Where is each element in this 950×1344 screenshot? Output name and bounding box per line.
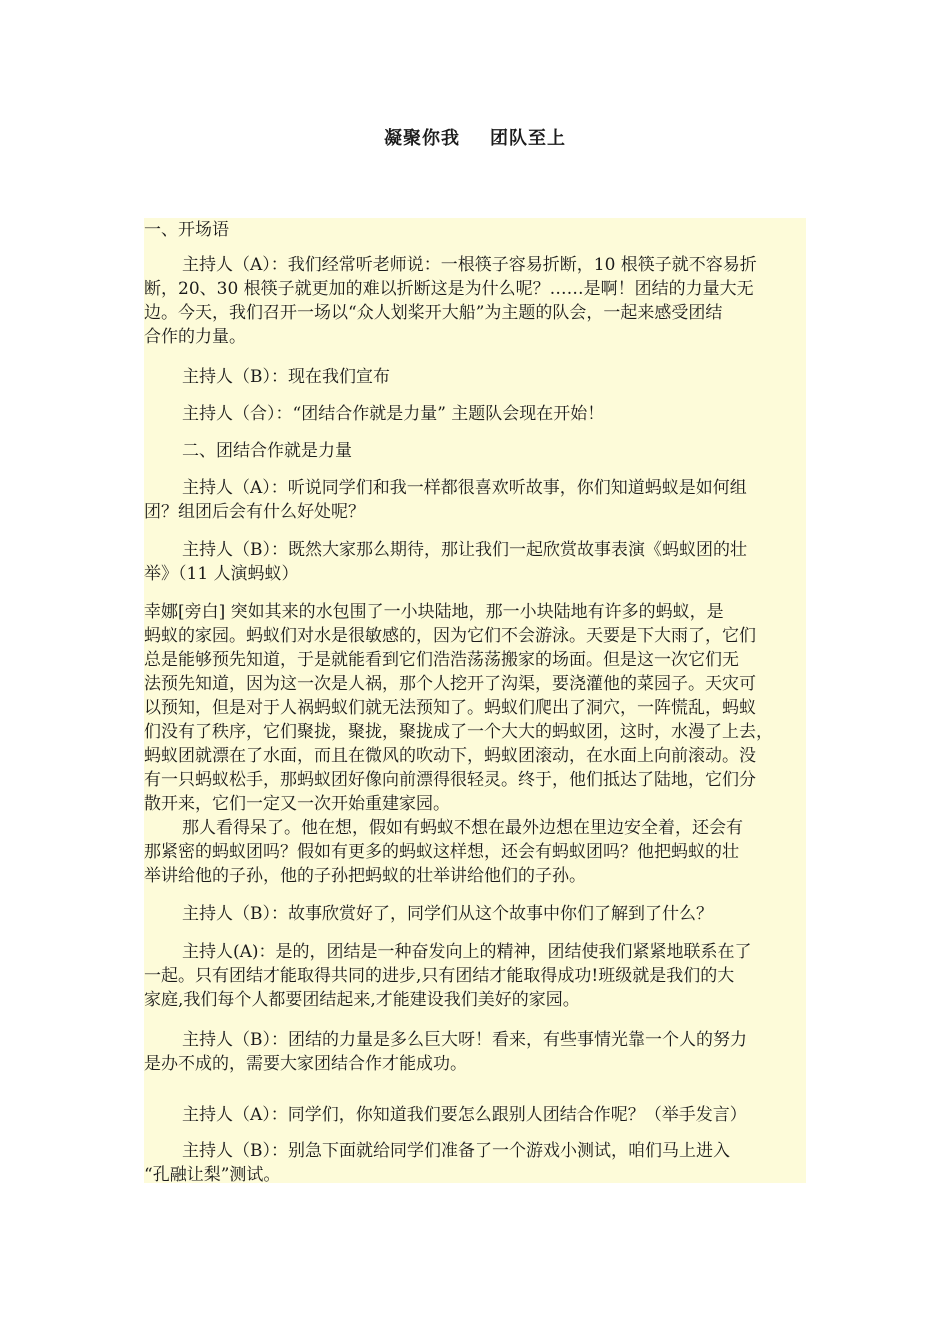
paragraph-line: 主持人（B）：故事欣赏好了，同学们从这个故事中你们了解到了什么？ bbox=[182, 904, 713, 924]
paragraph-line: 以预知，但是对于人祸蚂蚁们就无法预知了。蚂蚁们爬出了洞穴，一阵慌乱，蚂蚁 bbox=[144, 698, 756, 718]
paragraph bbox=[144, 816, 806, 888]
paragraph-line: 主持人（B）：别急下面就给同学们准备了一个游戏小测试，咱们马上进入 bbox=[182, 1141, 730, 1161]
paragraph-line: 总是能够预先知道，于是就能看到它们浩浩荡荡搬家的场面。但是这一次它们无 bbox=[144, 650, 739, 670]
paragraph-line: 合作的力量。 bbox=[144, 327, 246, 347]
paragraph-line: 是办不成的，需要大家团结合作才能成功。 bbox=[144, 1054, 467, 1074]
document-title bbox=[0, 124, 950, 150]
paragraph-line: 主持人（A）：听说同学们和我一样都很喜欢听故事，你们知道蚂蚁是如何组 bbox=[182, 478, 747, 498]
paragraph-line: “孔融让梨”测试。 bbox=[144, 1165, 281, 1185]
paragraph bbox=[144, 1139, 806, 1187]
paragraph bbox=[144, 600, 806, 816]
paragraph-line: 一起。只有团结才能取得共同的进步,只有团结才能取得成功!班级就是我们的大 bbox=[144, 966, 735, 986]
paragraph-line: 主持人（A）：我们经常听老师说：一根筷子容易折断，10 根筷子就不容易折 bbox=[182, 255, 757, 275]
paragraph-line: 团？组团后会有什么好处呢？ bbox=[144, 502, 365, 522]
paragraph bbox=[144, 253, 806, 349]
paragraph-line: 举讲给他的子孙，他的子孙把蚂蚁的壮举讲给他们的子孙。 bbox=[144, 866, 586, 886]
paragraph-line: 主持人（B）：团结的力量是多么巨大呀！看来，有些事情光靠一个人的努力 bbox=[182, 1030, 747, 1050]
paragraph-line: 那紧密的蚂蚁团吗？假如有更多的蚂蚁这样想，还会有蚂蚁团吗？他把蚂蚁的壮 bbox=[144, 842, 739, 862]
paragraph-line: 们没有了秩序，它们聚拢，聚拢，聚拢成了一个大大的蚂蚁团，这时，水漫了上去， bbox=[144, 722, 773, 742]
paragraph-line: 边。今天，我们召开一场以“众人划桨开大船”为主题的队会，一起来感受团结 bbox=[144, 303, 723, 323]
paragraph bbox=[144, 402, 806, 426]
paragraph-line: 一、开场语 bbox=[144, 220, 229, 240]
paragraph-line: 主持人（A）：同学们，你知道我们要怎么跟别人团结合作呢？（举手发言） bbox=[182, 1105, 747, 1125]
paragraph bbox=[144, 902, 806, 926]
title-right: 团队至上 bbox=[490, 128, 566, 149]
title-left: 凝聚你我 bbox=[384, 128, 460, 149]
paragraph bbox=[144, 538, 806, 586]
paragraph bbox=[144, 476, 806, 524]
paragraph-line: 主持人(A)：是的，团结是一种奋发向上的精神，团结使我们紧紧地联系在了 bbox=[182, 942, 752, 962]
paragraph-line: 举》（11 人演蚂蚁） bbox=[144, 564, 299, 584]
paragraph-line: 主持人（B）：现在我们宣布 bbox=[182, 367, 390, 387]
paragraph-line: 断，20、30 根筷子就更加的难以折断这是为什么呢？……是啊！团结的力量大无 bbox=[144, 279, 754, 299]
paragraph bbox=[144, 1103, 806, 1127]
paragraph-line: 蚂蚁的家园。蚂蚁们对水是很敏感的，因为它们不会游泳。天要是下大雨了，它们 bbox=[144, 626, 756, 646]
paragraph-line: 那人看得呆了。他在想，假如有蚂蚁不想在最外边想在里边安全着，还会有 bbox=[182, 818, 743, 838]
paragraph-line: 法预先知道，因为这一次是人祸，那个人挖开了沟渠，要浇灌他的菜园子。天灾可 bbox=[144, 674, 756, 694]
paragraph-line: 家庭,我们每个人都要团结起来,才能建设我们美好的家园。 bbox=[144, 990, 580, 1010]
paragraph-line: 主持人（合）：“团结合作就是力量” 主题队会现在开始！ bbox=[182, 404, 605, 424]
paragraph bbox=[144, 439, 806, 463]
paragraph bbox=[144, 1028, 806, 1076]
paragraph-line: 散开来，它们一定又一次开始重建家园。 bbox=[144, 794, 450, 814]
paragraph bbox=[144, 218, 806, 242]
content-box bbox=[144, 218, 806, 1183]
paragraph-line: 幸娜[旁白] 突如其来的水包围了一小块陆地，那一小块陆地有许多的蚂蚁，是 bbox=[144, 602, 724, 622]
paragraph-line: 蚂蚁团就漂在了水面，而且在微风的吹动下，蚂蚁团滚动，在水面上向前滚动。没 bbox=[144, 746, 756, 766]
paragraph-line: 二、团结合作就是力量 bbox=[182, 441, 352, 461]
paragraph-line: 主持人（B）：既然大家那么期待，那让我们一起欣赏故事表演《蚂蚁团的壮 bbox=[182, 540, 747, 560]
paragraph-line: 有一只蚂蚁松手，那蚂蚁团好像向前漂得很轻灵。终于，他们抵达了陆地，它们分 bbox=[144, 770, 756, 790]
paragraph bbox=[144, 940, 806, 1012]
paragraph bbox=[144, 365, 806, 389]
